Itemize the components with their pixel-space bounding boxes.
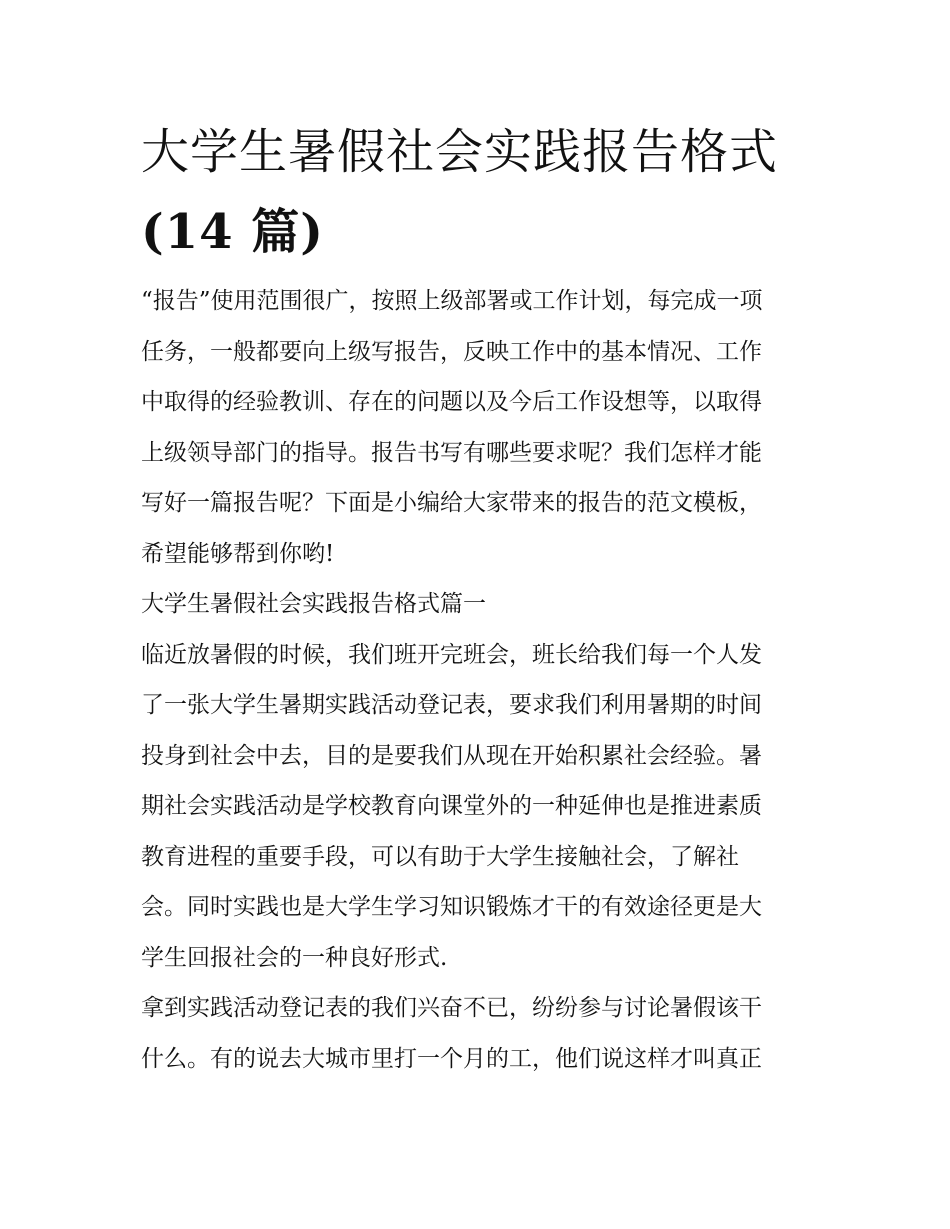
title-line-1: 大学生暑假社会实践报告格式 xyxy=(141,124,779,180)
title-line-2: (14 篇) xyxy=(141,204,324,260)
intro-line: “报告”使用范围很广，按照上级部署或工作计划，每完成一项 xyxy=(141,288,763,314)
document-title xyxy=(141,112,831,272)
intro-line: 上级领导部门的指导。报告书写有哪些要求呢？我们怎样才能 xyxy=(141,439,762,466)
paragraph-line: 学生回报社会的一种良好形式. xyxy=(141,944,448,971)
paragraph-line: 临近放暑假的时候，我们班开完班会，班长给我们每一个人发 xyxy=(141,641,762,668)
section-heading: 大学生暑假社会实践报告格式篇一 xyxy=(141,591,486,617)
paragraph-line: 了一张大学生暑期实践活动登记表，要求我们利用暑期的时间 xyxy=(141,692,762,718)
paragraph-line: 投身到社会中去，目的是要我们从现在开始积累社会经验。暑 xyxy=(141,742,762,769)
paragraph-line: 会。同时实践也是大学生学习知识锻炼才干的有效途径更是大 xyxy=(141,894,762,920)
intro-line: 中取得的经验教训、存在的问题以及今后工作设想等，以取得 xyxy=(141,389,762,415)
paragraph-line: 教育进程的重要手段，可以有助于大学生接触社会，了解社 xyxy=(141,843,739,870)
paragraph-line: 期社会实践活动是学校教育向课堂外的一种延伸也是推进素质 xyxy=(141,793,762,819)
intro-line: 写好一篇报告呢？下面是小编给大家带来的报告的范文模板， xyxy=(141,490,762,516)
intro-line: 希望能够帮到你哟! xyxy=(141,540,335,567)
document-body xyxy=(141,276,831,1084)
intro-line: 任务，一般都要向上级写报告，反映工作中的基本情况、工作 xyxy=(141,338,762,365)
body-paragraph-1 xyxy=(141,630,831,984)
paragraph-line: 什么。有的说去大城市里打一个月的工，他们说这样才叫真正 xyxy=(141,1045,762,1072)
intro-paragraph xyxy=(141,276,831,579)
body-paragraph-2 xyxy=(141,983,831,1084)
paragraph-line: 拿到实践活动登记表的我们兴奋不已，纷纷参与讨论暑假该干 xyxy=(141,995,762,1021)
